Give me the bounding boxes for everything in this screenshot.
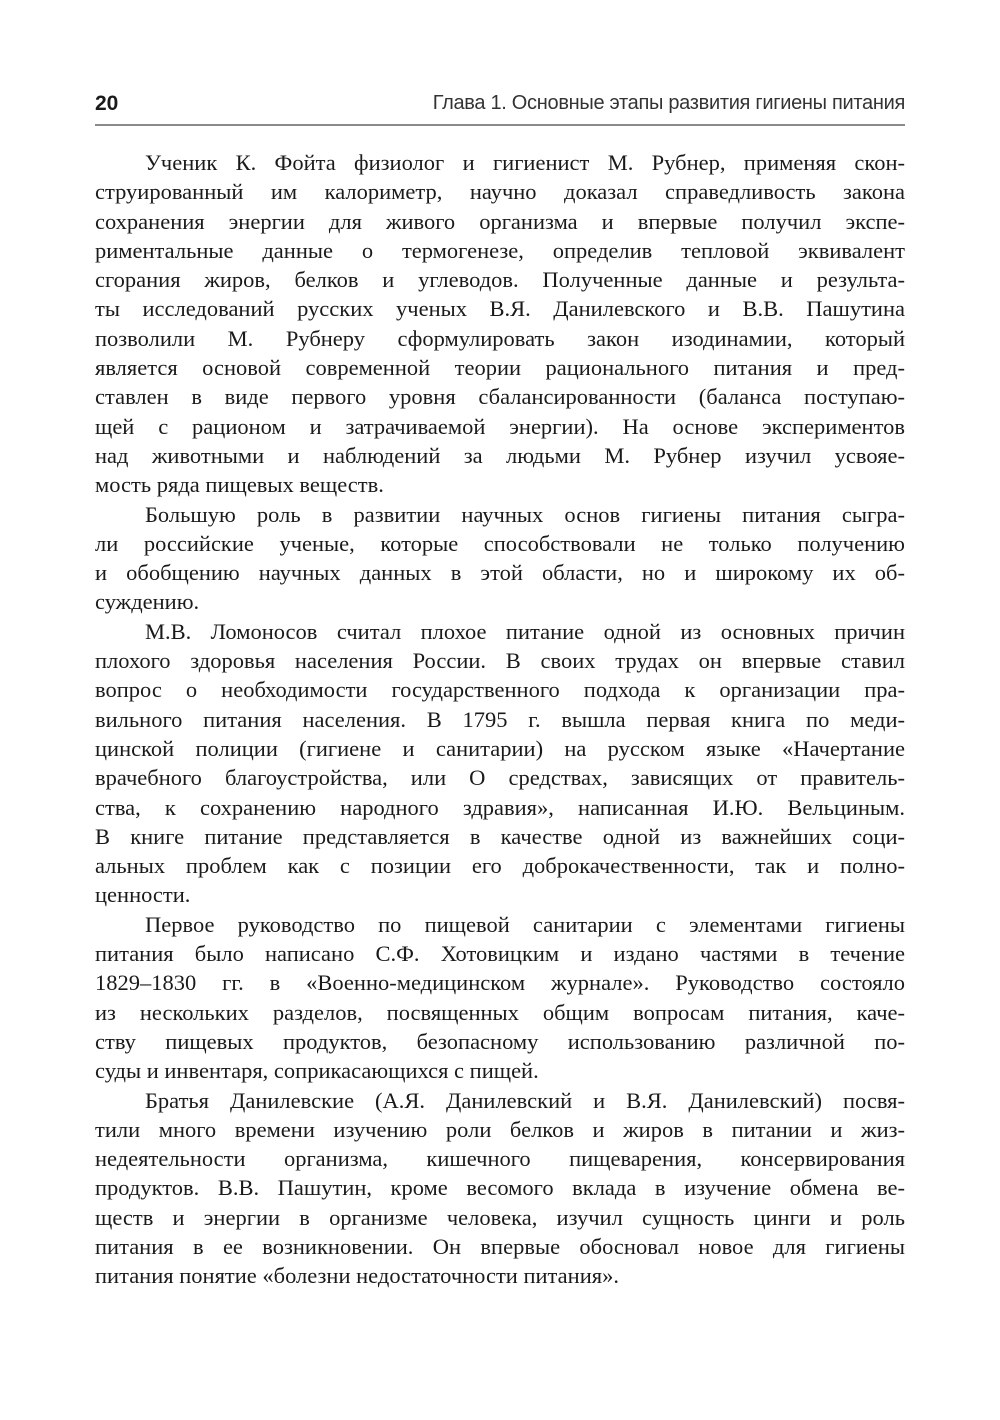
text-line: Братья Данилевские (А.Я. Данилевский и В.Я. Данилевский) посвя- [145, 1087, 905, 1113]
paragraph [95, 1086, 905, 1291]
text-line: питания в ее возникновении. Он впервые обосновал новое для гигиены [95, 1233, 905, 1259]
text-line: ли российские ученые, которые способствовали не только получению [95, 530, 905, 556]
text-line: ты исследований русских ученых В.Я. Данилевского и В.В. Пашутина [95, 296, 905, 322]
paragraph [95, 500, 905, 617]
text-line: врачебного благоустройства, или О средствах, зависящих от правитель- [95, 765, 905, 791]
text-line: вильного питания населения. В 1795 г. вышла первая книга по меди- [95, 706, 905, 732]
text-line: суждению. [95, 589, 200, 615]
text-line: сохранения энергии для живого организма и впервые получил экспе- [95, 208, 905, 234]
text-line: мость ряда пищевых веществ. [95, 472, 384, 498]
chapter-title: Глава 1. Основные этапы развития гигиены питания [432, 92, 905, 114]
text-line: продуктов. В.В. Пашутин, кроме весомого вклада в изучение обмена ве- [95, 1175, 905, 1201]
text-line: струированный им калориметр, научно доказал справедливость закона [95, 179, 905, 205]
text-line: альных проблем как с позиции его доброкачественности, так и полно- [95, 853, 905, 879]
text-line: сгорания жиров, белков и углеводов. Полученные данные и результа- [95, 267, 905, 293]
text-line: плохого здоровья населения России. В своих трудах он впервые ставил [95, 648, 905, 674]
text-line: риментальные данные о термогенезе, определив тепловой эквивалент [95, 237, 905, 263]
text-line: Большую роль в развитии научных основ гигиены питания сыгра- [145, 501, 905, 527]
text-line: и обобщению научных данных в этой области, но и широкому их об- [95, 560, 905, 586]
text-line: ставлен в виде первого уровня сбалансированности (баланса поступаю- [95, 384, 905, 410]
text-line: В книге питание представляется в качестве одной из важнейших соци- [95, 823, 905, 849]
running-header [95, 92, 905, 122]
text-line: щей с рационом и затрачиваемой энергии). На основе экспериментов [95, 413, 905, 439]
text-line: Ученик К. Фойта физиолог и гигиенист М. Рубнер, применяя скон- [145, 150, 905, 175]
text-line: является основой современной теории рационального питания и пред- [95, 355, 905, 381]
text-line: над животными и наблюдений за людьми М. Рубнер изучил усвояе- [95, 442, 905, 468]
text-line: цинской полиции (гигиене и санитарии) на русском языке «Начертание [95, 735, 905, 761]
text-line: ству пищевых продуктов, безопасному использованию различной по- [95, 1028, 905, 1054]
text-line: 1829–1830 гг. в «Военно-медицинском журнале». Руководство состояло [95, 970, 905, 996]
text-line: недеятельности организма, кишечного пищеварения, консервирования [95, 1146, 905, 1172]
text-line: ценности. [95, 882, 191, 908]
text-line: Первое руководство по пищевой санитарии с элементами гигиены [145, 911, 905, 937]
text-line: питания понятие «болезни недостаточности питания». [95, 1263, 619, 1289]
text-line: позволили М. Рубнеру сформулировать закон изодинамии, который [95, 325, 905, 351]
text-line: ществ и энергии в организме человека, изучил сущность цинги и роль [95, 1204, 905, 1230]
paragraph [95, 910, 905, 1086]
header-divider [95, 124, 905, 126]
page-number: 20 [95, 92, 119, 115]
paragraph [95, 617, 905, 910]
paragraph [95, 148, 905, 500]
text-line: ства, к сохранению народного здравия», написанная И.Ю. Вельциным. [95, 794, 905, 820]
body-text [95, 148, 905, 1291]
text-line: тили много времени изучению роли белков и жиров в питании и жиз- [95, 1116, 905, 1142]
text-line: из нескольких разделов, посвященных общим вопросам питания, каче- [95, 999, 905, 1025]
text-line: М.В. Ломоносов считал плохое питание одной из основных причин [145, 618, 905, 644]
text-line: питания было написано С.Ф. Хотовицким и издано частями в течение [95, 941, 905, 967]
text-line: суды и инвентаря, соприкасающихся с пищей. [95, 1058, 539, 1084]
text-line: вопрос о необходимости государственного подхода к организации пра- [95, 677, 905, 703]
